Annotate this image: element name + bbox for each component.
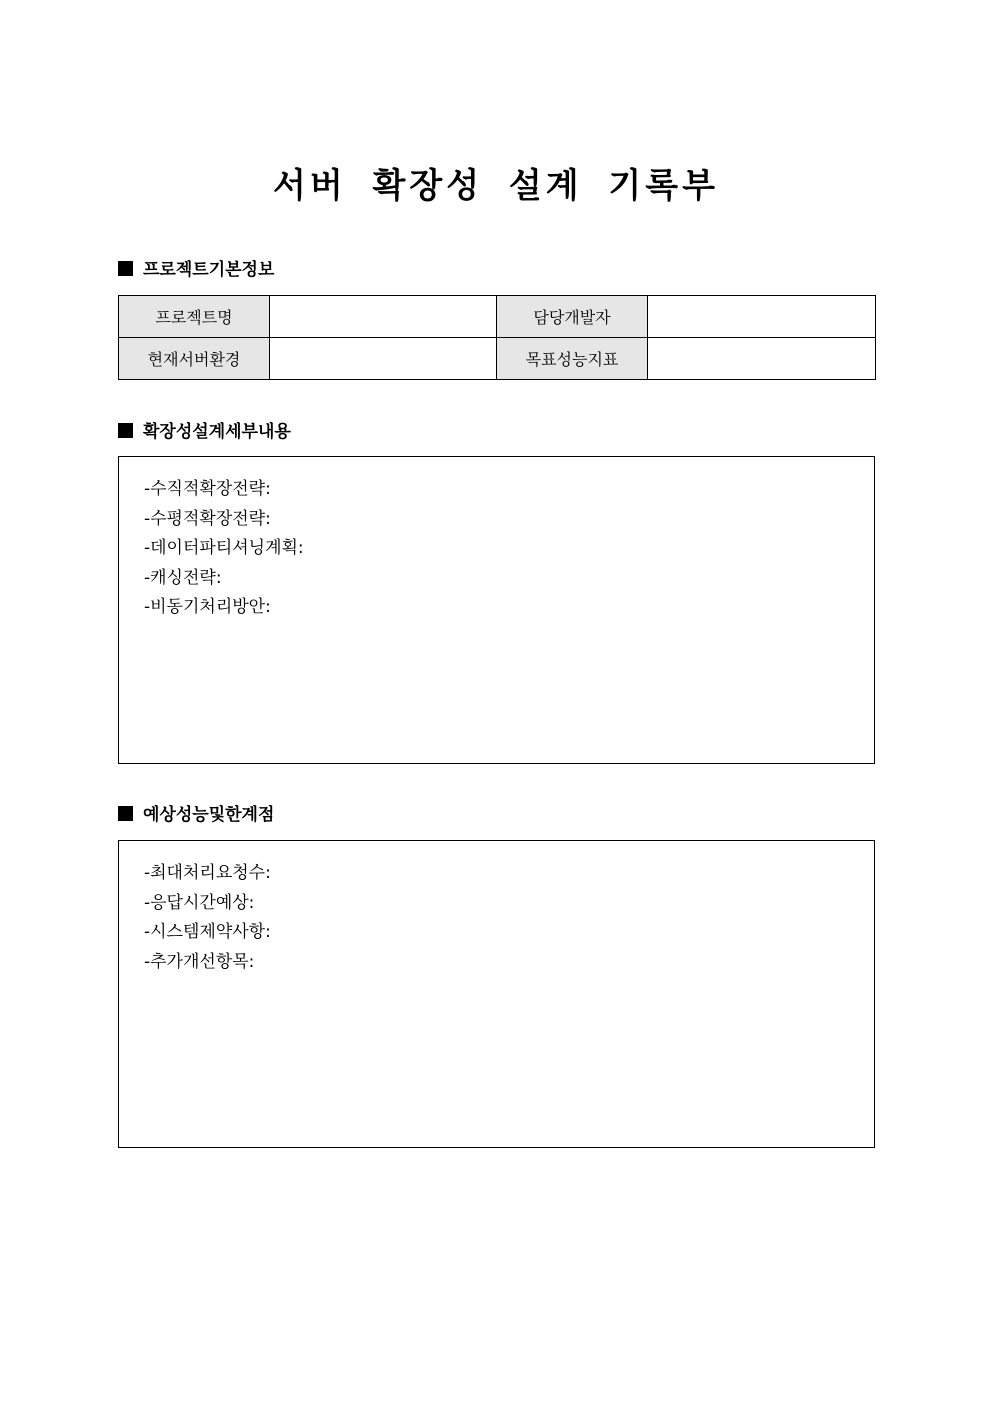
list-item: -수직적확장전략: [144, 479, 271, 499]
square-bullet-icon [118, 806, 133, 821]
design-details-box[interactable] [118, 456, 875, 764]
field-label-target-performance: 목표성능지표 [497, 338, 648, 380]
square-bullet-icon [118, 261, 133, 276]
field-label-developer: 담당개발자 [497, 296, 648, 338]
field-label-current-server-env: 현재서버환경 [119, 338, 270, 380]
field-value-current-server-env[interactable] [270, 338, 497, 380]
section-heading-project-info [118, 258, 274, 282]
table-row [119, 338, 876, 380]
expected-performance-list [119, 841, 874, 977]
section-heading-expected-performance [118, 803, 274, 827]
list-item: -데이터파티셔닝계획: [144, 538, 304, 558]
project-info-table [118, 295, 876, 380]
document-title: 서버 확장성 설계 기록부 [273, 166, 719, 206]
list-item: -캐싱전략: [144, 567, 222, 588]
field-value-target-performance[interactable] [648, 338, 876, 380]
design-details-list [119, 457, 874, 623]
list-item: -최대처리요청수: [144, 863, 271, 883]
field-value-project-name[interactable] [270, 296, 497, 338]
section-heading-label: 확장성설계세부내용 [143, 422, 291, 442]
section-heading-design-details [118, 420, 291, 444]
section-heading-label: 예상성능및한계점 [143, 805, 275, 825]
square-bullet-icon [118, 423, 133, 438]
list-item: -시스템제약사항: [144, 922, 271, 942]
field-label-project-name: 프로젝트명 [119, 296, 270, 338]
field-value-developer[interactable] [648, 296, 876, 338]
list-item: -수평적확장전략: [144, 508, 271, 529]
list-item: -비동기처리방안: [144, 597, 271, 617]
table-row [119, 296, 876, 338]
expected-performance-box[interactable] [118, 840, 875, 1148]
list-item: -응답시간예상: [144, 892, 255, 913]
section-heading-label: 프로젝트기본정보 [143, 260, 275, 280]
list-item: -추가개선항목: [144, 951, 255, 972]
